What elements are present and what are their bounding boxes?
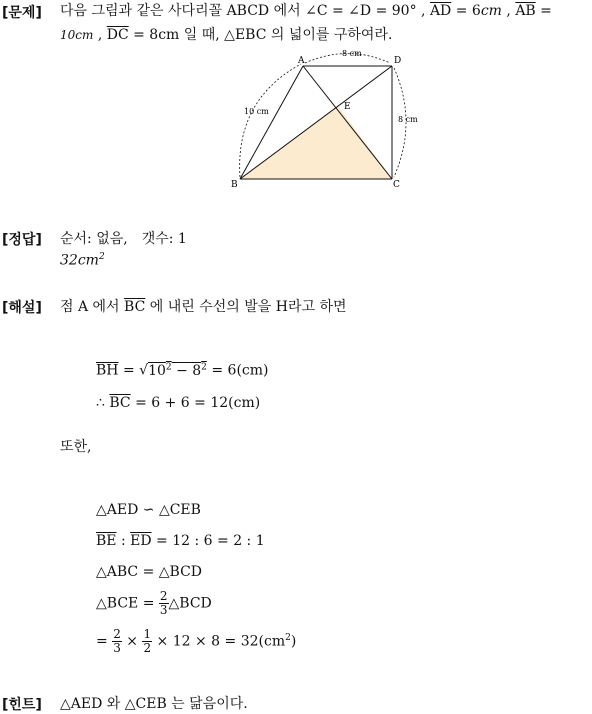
equation-bc: ∴ $\overline{BC} = 6 + 6 = 12(cm)$	[96, 395, 261, 411]
equation-similar: △AED ∽ △CEB	[96, 502, 201, 518]
solution-tag: [해설]	[2, 300, 42, 316]
hint-text: △AED 와 △CEB 는 닮음이다.	[60, 696, 248, 712]
problem-line-2: 10cm , $\overline{DC} = 8cm$ 일 때, △EBC 의 넓이를 구하여라.	[60, 27, 393, 43]
length-ab-label: 10 cm	[244, 107, 269, 116]
label-d: D	[394, 56, 402, 66]
answer-value: $32cm^2$	[60, 252, 105, 269]
equation-area-equal: △ABC = △BCD	[96, 564, 203, 580]
problem-line-1: 다음 그림과 같은 사다리꼴 ABCD 에서 ∠C = ∠D = 90° , $\overline{AD} = 6cm$ , $\overline{AB}$ =	[60, 3, 552, 19]
equation-bh: $\overline{BH} = √10^2 - 8^2 = 6(cm)$	[96, 362, 269, 379]
length-ad-label: 8 cm	[342, 49, 362, 58]
equation-result: = $\frac{2}{3}$ × $\frac{1}{2}$ × $12 \times 8 = 32(cm^2)$	[96, 627, 297, 655]
answer-meta: 순서: 없음, 갯수: 1	[60, 231, 187, 247]
also-text: 또한,	[60, 439, 92, 455]
equation-ratio: $\overline{BE}$ : $\overline{ED} = 12$ : 6 = 2 : 1	[96, 533, 265, 549]
solution-intro: 점 A 에서 $\overline{BC}$ 에 내린 수선의 발을 H라고 하면	[60, 299, 347, 315]
problem-tag: [문제]	[2, 5, 42, 21]
hint-tag: [힌트]	[2, 697, 42, 713]
label-e: E	[344, 102, 351, 112]
trapezoid-figure	[225, 44, 425, 194]
label-a: A	[298, 56, 305, 66]
triangle-ebc-fill	[240, 106, 392, 179]
answer-tag: [정답]	[2, 232, 42, 248]
equation-bce: △BCE = $\frac{2}{3}$ △BCD	[96, 589, 212, 617]
label-b: B	[231, 180, 238, 190]
label-c: C	[393, 180, 400, 190]
length-dc-label: 8 cm	[398, 115, 418, 124]
